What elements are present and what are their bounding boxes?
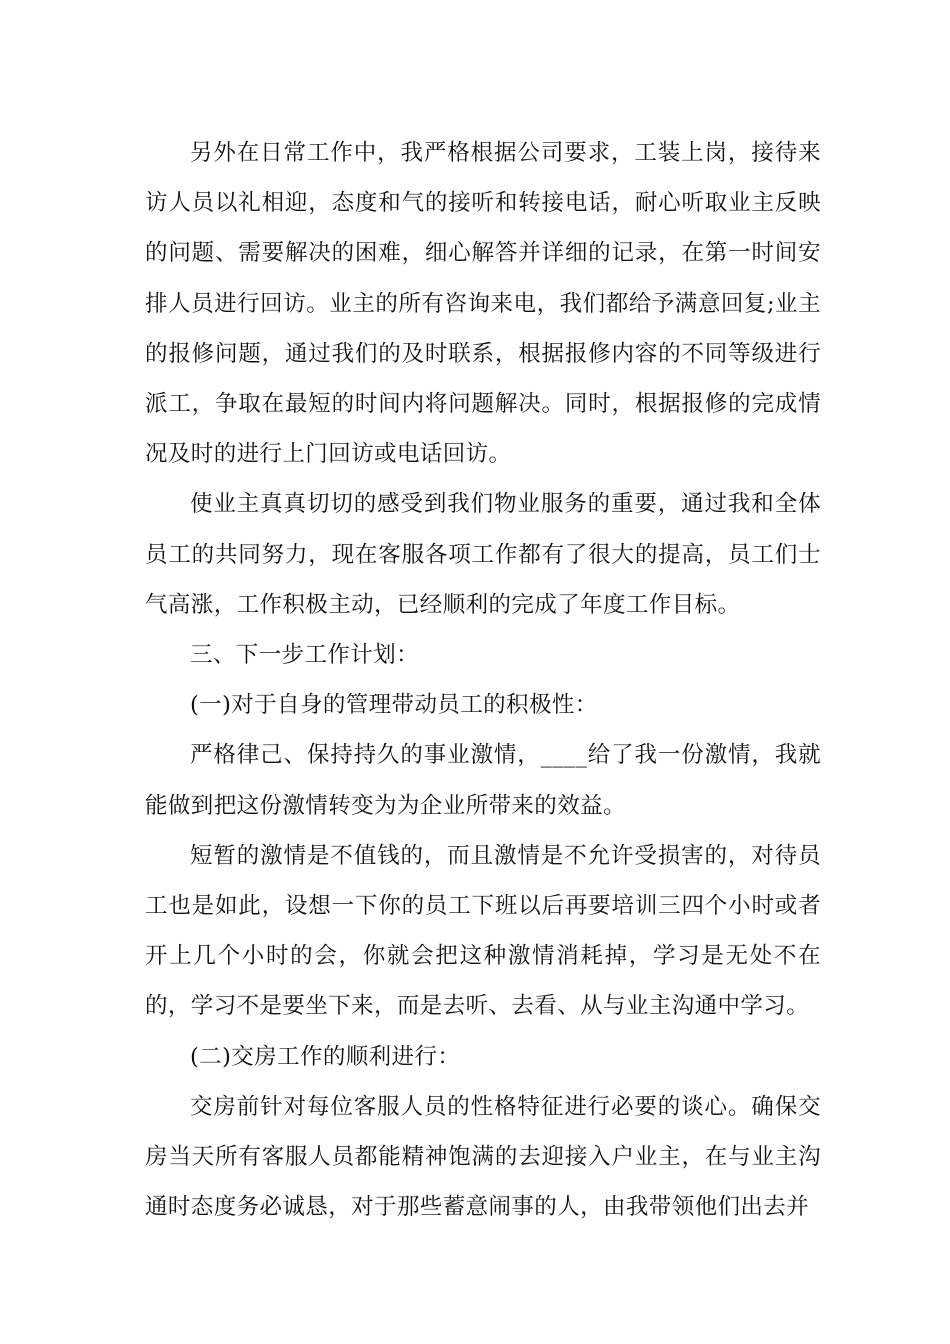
document-body <box>145 128 821 1232</box>
paragraph-self-discipline: 严格律己、保持持久的事业激情，____给了我一份激情，我就能做到把这份激情转变为为企业所带来的效益。 <box>145 742 821 819</box>
subheading-self-management: (一)对于自身的管理带动员工的积极性： <box>190 692 598 719</box>
paragraph-daily-work: 另外在日常工作中，我严格根据公司要求，工装上岗，接待来访人员以礼相迎，态度和气的接听和转接电话，耐心听取业主反映的问题、需要解决的困难，细心解答并详细的记录，在第一时间安排人员进行回访。业主的所有咨询来电，我们都给予满意回复;业主的报修问题，通过我们的及时联系，根据报修内容的不同等级进行派工，争取在最短的时间内将问题解决。同时，根据报修的完成情况及时的进行上门回访或电话回访。 <box>145 140 821 468</box>
paragraph-handover-prep: 交房前针对每位客服人员的性格特征进行必要的谈心。确保交房当天所有客服人员都能精神饱满的去迎接入户业主，在与业主沟通时态度务必诚恳，对于那些蓄意闹事的人，由我带领他们出去并 <box>145 1093 821 1221</box>
paragraph-passion: 短暂的激情是不值钱的，而且激情是不允许受损害的，对待员工也是如此，设想一下你的员工下班以后再要培训三四个小时或者开上几个小时的会，你就会把这种激情消耗掉，学习是无处不在的，学习不是要坐下来，而是去听、去看、从与业主沟通中学习。 <box>145 842 821 1020</box>
subheading-handover: (二)交房工作的顺利进行： <box>190 1043 461 1070</box>
paragraph-service-results: 使业主真真切切的感受到我们物业服务的重要，通过我和全体员工的共同努力，现在客服各项工作都有了很大的提高，员工们士气高涨，工作积极主动，已经顺利的完成了年度工作目标。 <box>145 491 821 618</box>
section-heading-next-plan: 三、下一步工作计划： <box>190 642 420 669</box>
